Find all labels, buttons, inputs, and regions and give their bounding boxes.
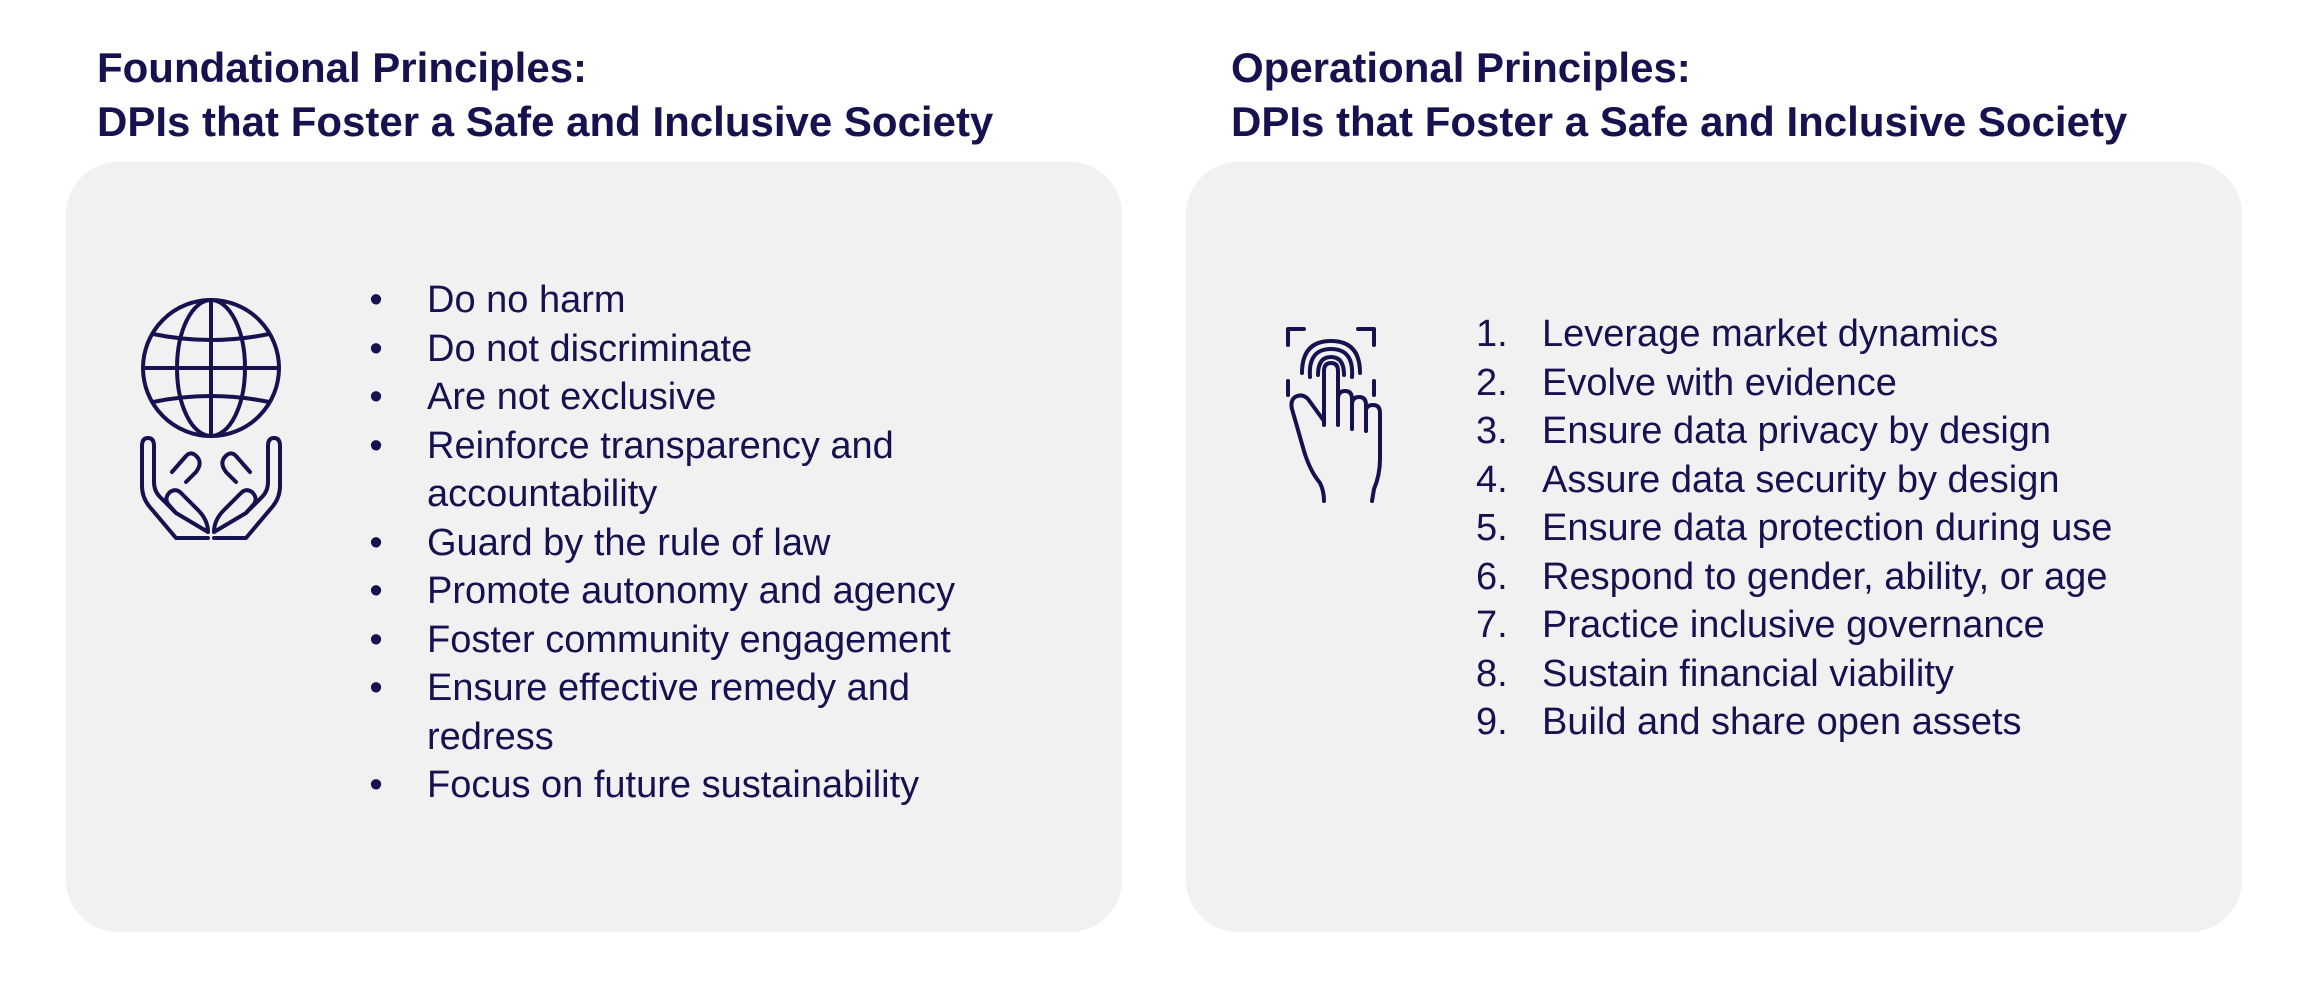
list-item [1476, 310, 2236, 359]
list-number: 1. [1476, 313, 1508, 355]
list-item-text: Focus on future sustainability [427, 764, 920, 806]
heading-line-2: DPIs that Foster a Safe and Inclusive Society [1231, 98, 2128, 145]
foundational-principles-heading [97, 41, 993, 149]
bullet-marker: • [369, 521, 383, 564]
globe-in-hands-icon [136, 298, 286, 548]
list-item [1476, 601, 2236, 650]
list-number: 3. [1476, 410, 1508, 452]
list-number: 5. [1476, 507, 1508, 549]
list-number: 6. [1476, 555, 1508, 598]
list-item [366, 616, 1086, 665]
list-item-text-continued: accountability [427, 473, 658, 515]
bullet-marker: • [369, 327, 383, 370]
bullet-marker: • [369, 618, 383, 661]
operational-principles-heading [1231, 41, 2127, 149]
list-item-text: Build and share open assets [1542, 701, 2022, 743]
list-number: 8. [1476, 652, 1508, 695]
bullet-marker: • [369, 279, 383, 321]
list-item [366, 519, 1086, 568]
list-item [366, 567, 1086, 616]
list-item-text: Do not discriminate [427, 327, 753, 370]
list-item-text: Sustain financial viability [1542, 652, 1954, 695]
list-item [1476, 407, 2236, 456]
list-item [366, 276, 1086, 325]
list-item [1476, 698, 2236, 747]
bullet-marker: • [369, 376, 383, 418]
list-number: 9. [1476, 701, 1508, 743]
list-item-text: Ensure data protection during use [1542, 507, 2113, 549]
list-item-text: Ensure data privacy by design [1542, 410, 2052, 452]
list-item-text: Ensure effective remedy and [427, 667, 911, 709]
bullet-marker: • [369, 424, 383, 467]
foundational-principles-list [366, 276, 1086, 810]
list-item [1476, 650, 2236, 699]
list-item-text: Are not exclusive [427, 376, 717, 418]
fingerprint-touch-icon [1284, 325, 1394, 505]
list-item [366, 422, 1086, 519]
list-item-text: Assure data security by design [1542, 458, 2060, 501]
heading-line-2: DPIs that Foster a Safe and Inclusive Society [97, 98, 994, 145]
list-item [1476, 504, 2236, 553]
list-item-text: Promote autonomy and agency [427, 570, 956, 612]
foundational-principles-card [66, 162, 1122, 932]
list-item [366, 325, 1086, 374]
list-item [366, 761, 1086, 810]
list-number: 7. [1476, 604, 1508, 646]
list-item [1476, 359, 2236, 408]
list-item-text: Respond to gender, ability, or age [1542, 555, 2108, 598]
list-item-text: Do no harm [427, 279, 626, 321]
list-item [366, 664, 1086, 761]
list-number: 2. [1476, 361, 1508, 404]
operational-principles-card [1186, 162, 2242, 932]
list-item-text: Evolve with evidence [1542, 361, 1897, 404]
bullet-marker: • [369, 764, 383, 806]
list-item-text: Foster community engagement [427, 618, 951, 661]
list-item-text-continued: redress [427, 715, 554, 758]
list-item-text: Leverage market dynamics [1542, 313, 1999, 355]
bullet-marker: • [369, 667, 383, 709]
list-item [366, 373, 1086, 422]
list-item-text: Guard by the rule of law [427, 521, 831, 564]
list-item [1476, 553, 2236, 602]
heading-line-1: Operational Principles: [1231, 44, 1691, 91]
list-item-text: Practice inclusive governance [1542, 604, 2045, 646]
bullet-marker: • [369, 570, 383, 612]
heading-line-1: Foundational Principles: [97, 44, 588, 91]
list-item-text: Reinforce transparency and [427, 424, 894, 467]
list-number: 4. [1476, 458, 1508, 501]
list-item [1476, 456, 2236, 505]
operational-principles-list [1476, 310, 2236, 747]
